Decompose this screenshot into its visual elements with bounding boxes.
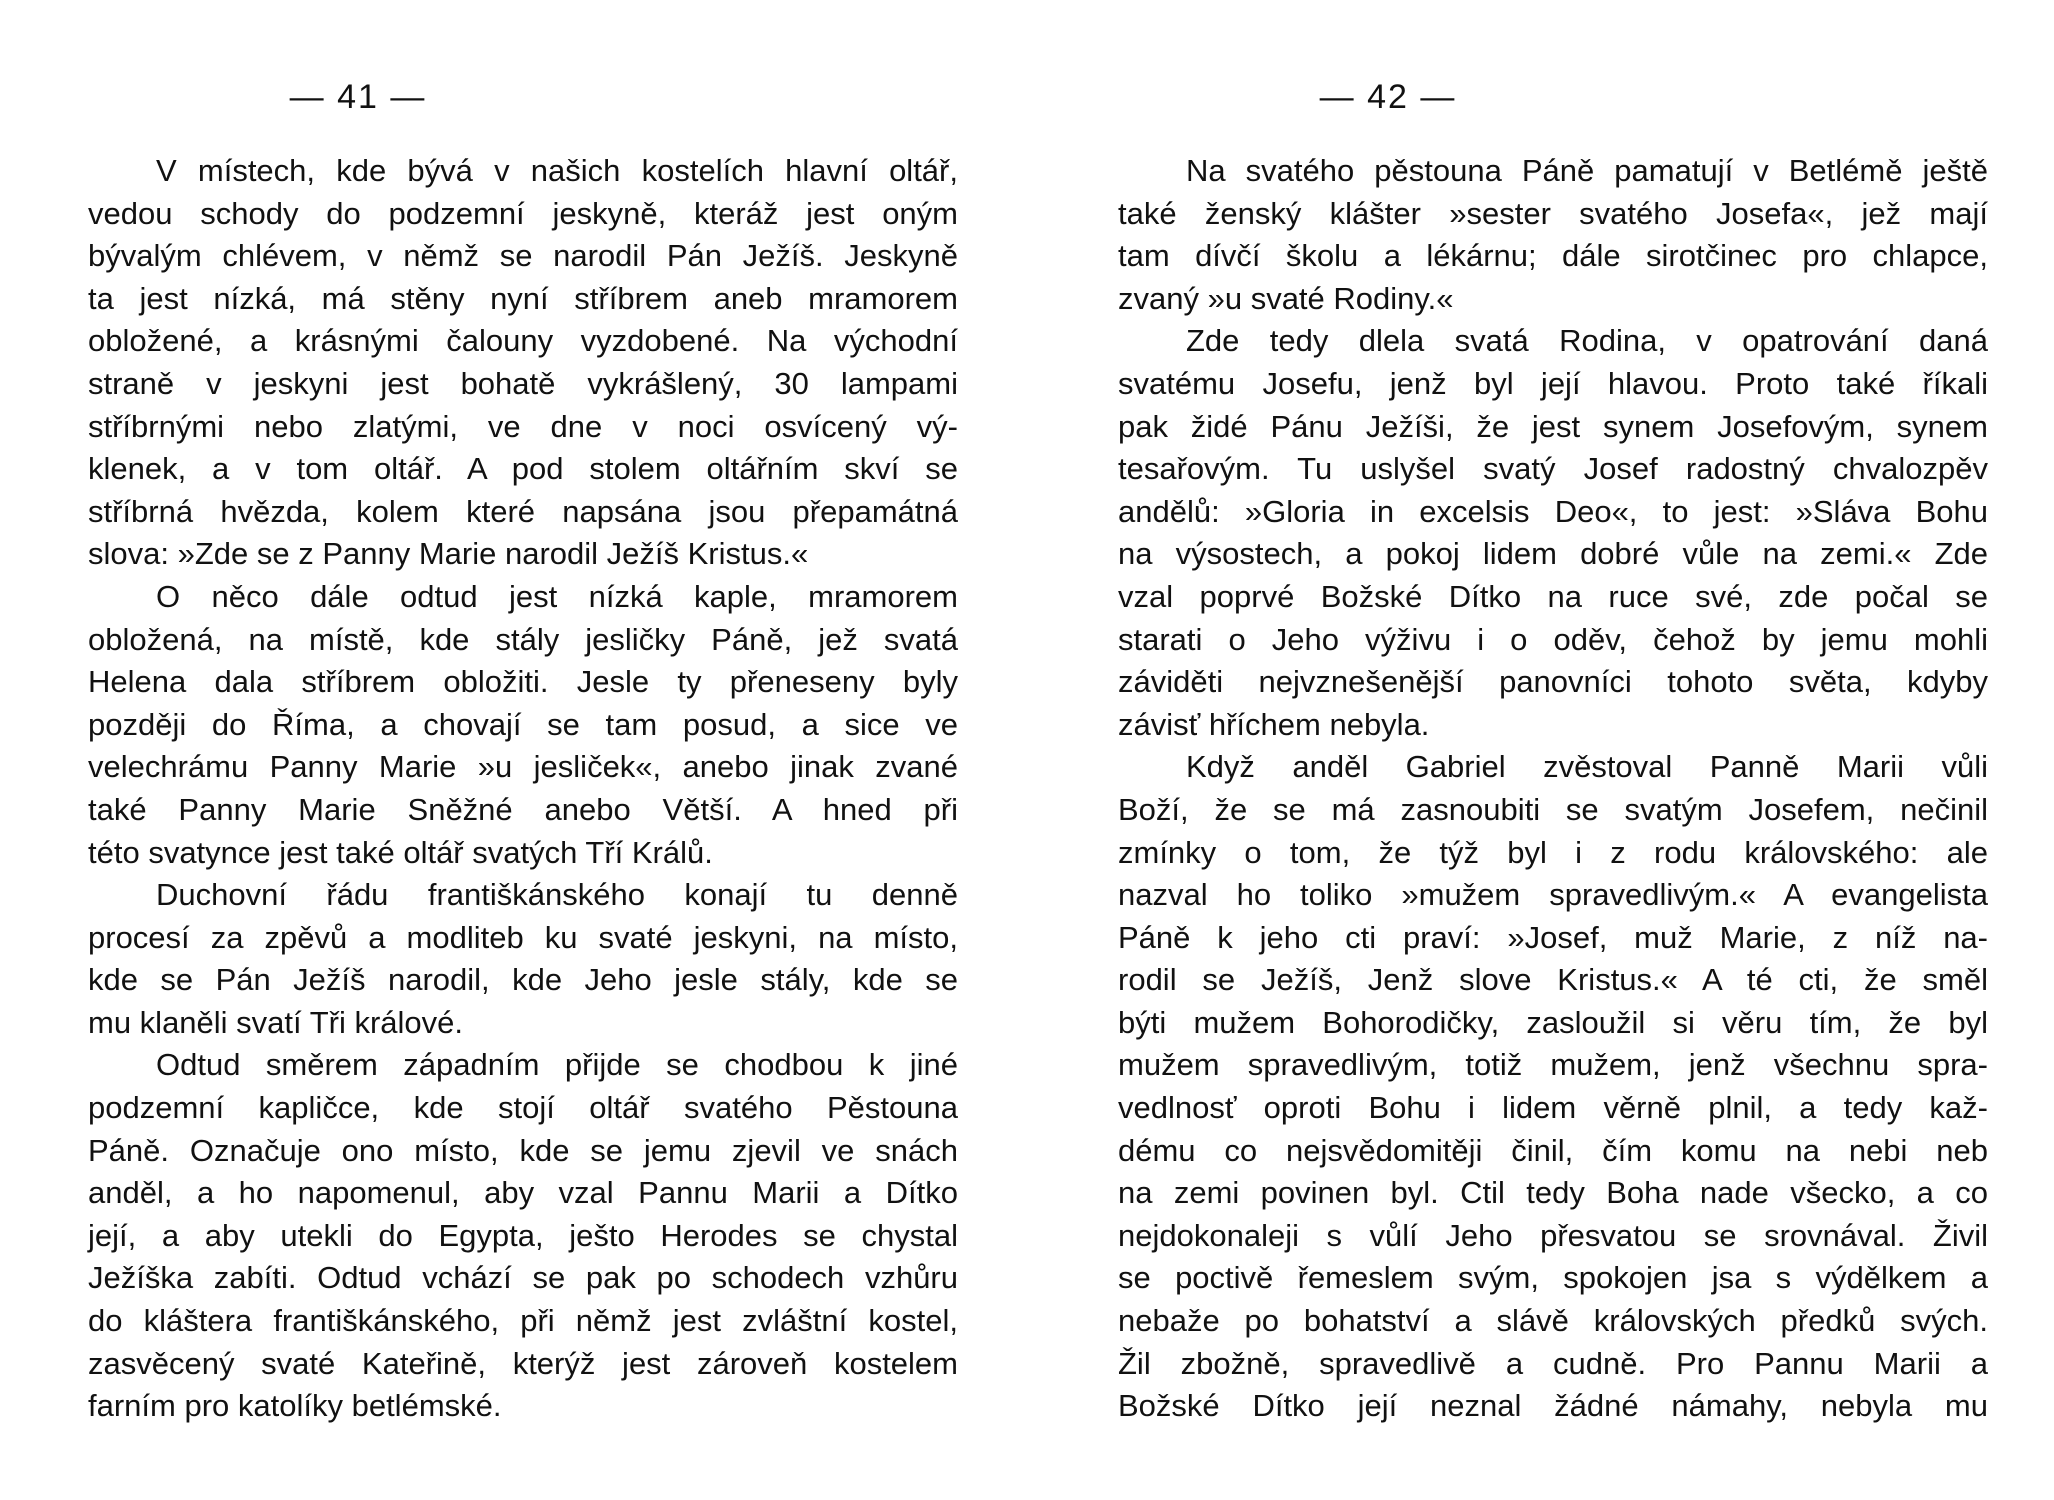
- text-line: Páně k jeho cti praví: »Josef, muž Marie, z níž na-: [1118, 919, 1988, 955]
- text-line: také Panny Marie Sněžné anebo Větší. A hned při: [88, 791, 958, 827]
- text-line: zmínky o tom, že týž byl i z rodu královského: ale: [1118, 834, 1988, 870]
- text-line: velechrámu Panny Marie »u jesliček«, anebo jinak zvané: [88, 749, 958, 785]
- left-page: [88, 0, 958, 1500]
- text-line: vedlnosť oproti Bohu i lidem věrně plnil, a tedy kaž-: [1118, 1090, 1988, 1126]
- text-line: stříbrnými nebo zlatými, ve dne v noci osvícený vý-: [88, 408, 958, 444]
- text-line: Duchovní řádu františkánského konají tu denně: [156, 877, 958, 913]
- text-line: pak židé Pánu Ježíši, že jest synem Josefovým, synem: [1118, 408, 1988, 444]
- text-line: kde se Pán Ježíš narodil, kde Jeho jesle stály, kde se: [88, 962, 958, 998]
- text-line: zvaný »u svaté Rodiny.«: [1118, 280, 1454, 316]
- text-line: nazval ho toliko »mužem spravedlivým.« A evangelista: [1118, 877, 1988, 913]
- text-line: její, a aby utekli do Egypta, ješto Herodes se chystal: [88, 1217, 958, 1253]
- text-line: O něco dále odtud jest nízká kaple, mramorem: [156, 578, 958, 614]
- page-number: — 41 —: [289, 78, 427, 116]
- text-line: zasvěcený svaté Kateřině, kterýž jest zároveň kostelem: [88, 1345, 958, 1381]
- text-line: nebaže po bohatství a slávě královských předků svých.: [1118, 1303, 1988, 1339]
- page-number: — 42 —: [1319, 78, 1457, 116]
- text-line: ta jest nízká, má stěny nyní stříbrem aneb mramorem: [88, 280, 958, 316]
- text-line: Žil zbožně, spravedlivě a cudně. Pro Pannu Marii a: [1118, 1345, 1988, 1381]
- text-line: obložené, a krásnými čalouny vyzdobené. Na východní: [88, 323, 958, 359]
- text-line: rodil se Ježíš, Jenž slove Kristus.« A té cti, že směl: [1118, 962, 1988, 998]
- text-line: závisť hříchem nebyla.: [1118, 706, 1430, 742]
- text-line: mužem spravedlivým, totiž mužem, jenž všechnu spra-: [1118, 1047, 1988, 1083]
- text-line: Božské Dítko její neznal žádné námahy, nebyla mu: [1118, 1388, 1988, 1424]
- page-text: [88, 150, 958, 1428]
- text-line: také ženský klášter »sester svatého Josefa«, jež mají: [1118, 195, 1988, 231]
- text-line: na zemi povinen byl. Ctil tedy Boha nade všecko, a co: [1118, 1175, 1988, 1211]
- text-line: stříbrná hvězda, kolem které napsána jsou přepamátná: [88, 493, 958, 529]
- text-line: Helena dala stříbrem obložiti. Jesle ty přeneseny byly: [88, 664, 958, 700]
- text-line: straně v jeskyni jest bohatě vykrášlený, 30 lampami: [88, 365, 958, 401]
- text-line: V místech, kde bývá v našich kostelích hlavní oltář,: [156, 153, 958, 188]
- text-line: Odtud směrem západním přijde se chodbou k jiné: [156, 1047, 958, 1083]
- text-line: Boží, že se má zasnoubiti se svatým Josefem, nečinil: [1118, 791, 1988, 827]
- text-line: mu klaněli svatí Tři králové.: [88, 1004, 463, 1040]
- text-line: Zde tedy dlela svatá Rodina, v opatrování daná: [1186, 323, 1988, 359]
- text-line: později do Říma, a chovají se tam posud, a sice ve: [88, 706, 958, 742]
- text-line: anděl, a ho napomenul, aby vzal Pannu Marii a Dítko: [88, 1175, 958, 1211]
- text-line: starati o Jeho výživu i o oděv, čehož by jemu mohli: [1118, 621, 1988, 657]
- text-line: nejdokonaleji s vůlí Jeho přesvatou se srovnával. Živil: [1118, 1217, 1988, 1253]
- text-line: slova: »Zde se z Panny Marie narodil Ježíš Kristus.«: [88, 536, 809, 572]
- text-line: klenek, a v tom oltář. A pod stolem oltářním skví se: [88, 451, 958, 487]
- text-line: vzal poprvé Božské Dítko na ruce své, zde počal se: [1118, 578, 1988, 614]
- text-line: této svatynce jest také oltář svatých Tří Králů.: [88, 834, 713, 870]
- text-line: andělů: »Gloria in excelsis Deo«, to jest: »Sláva Bohu: [1118, 493, 1988, 529]
- text-line: bývalým chlévem, v němž se narodil Pán Ježíš. Jeskyně: [88, 238, 958, 274]
- text-line: dému co nejsvědomitěji činil, čím komu na nebi neb: [1118, 1132, 1988, 1168]
- text-line: podzemní kapličce, kde stojí oltář svatého Pěstouna: [88, 1090, 958, 1126]
- text-line: vedou schody do podzemní jeskyně, kteráž jest oným: [88, 195, 958, 231]
- text-line: záviděti nejvznešenější panovníci tohoto světa, kdyby: [1118, 664, 1988, 700]
- text-line: Ježíška zabíti. Odtud vchází se pak po schodech vzhůru: [88, 1260, 958, 1296]
- text-line: býti mužem Bohorodičky, zasloužil si věru tím, že byl: [1118, 1004, 1988, 1040]
- text-line: na výsostech, a pokoj lidem dobré vůle na zemi.« Zde: [1118, 536, 1988, 572]
- text-line: se poctivě řemeslem svým, spokojen jsa s výdělkem a: [1118, 1260, 1988, 1296]
- text-line: Na svatého pěstouna Páně pamatují v Betlémě ještě: [1186, 153, 1988, 188]
- text-line: obložená, na místě, kde stály jesličky Páně, jež svatá: [88, 621, 958, 657]
- right-page: [1118, 0, 1988, 1500]
- text-line: farním pro katolíky betlémské.: [88, 1388, 502, 1424]
- text-line: procesí za zpěvů a modliteb ku svaté jeskyni, na místo,: [88, 919, 958, 955]
- text-line: tesařovým. Tu uslyšel svatý Josef radostný chvalozpěv: [1118, 451, 1988, 487]
- text-line: tam dívčí školu a lékárnu; dále sirotčinec pro chlapce,: [1118, 238, 1988, 274]
- text-line: Páně. Označuje ono místo, kde se jemu zjevil ve snách: [88, 1132, 958, 1168]
- text-line: Když anděl Gabriel zvěstoval Panně Marii vůli: [1186, 749, 1988, 785]
- page-text: [1118, 150, 1988, 1428]
- text-line: do kláštera františkánského, při němž jest zvláštní kostel,: [88, 1303, 958, 1339]
- text-line: svatému Josefu, jenž byl její hlavou. Proto také říkali: [1118, 365, 1988, 401]
